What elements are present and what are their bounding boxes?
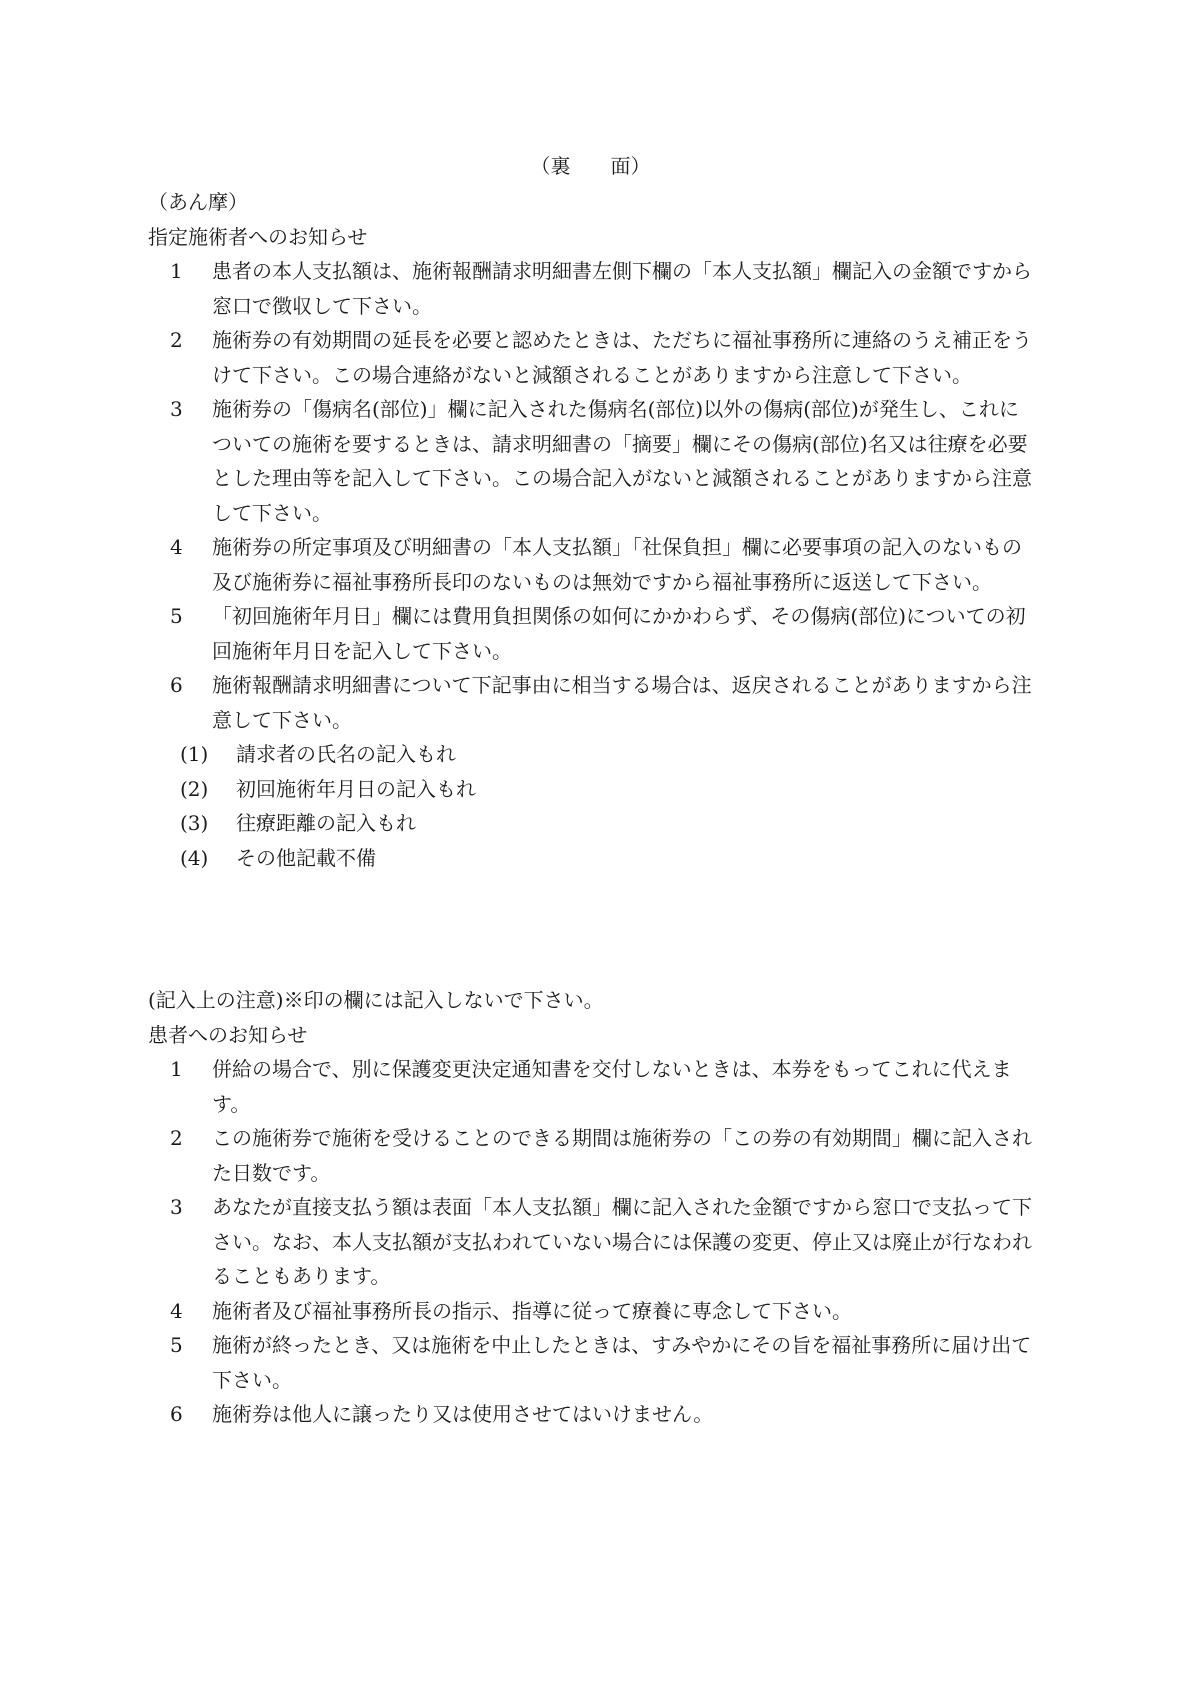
item-number: 2 [170,328,183,352]
list-item [148,323,1038,392]
item-text: この施術券で施術を受けることのできる期間は施術券の「この券の有効期間」欄に記入された日数です。 [212,1126,1032,1185]
section-patient-notice [148,983,1038,1432]
item-text: 併給の場合で、別に保護変更決定通知書を交付しないときは、本券をもってこれに代えます。 [212,1057,1012,1116]
list-item [148,1294,1038,1329]
item-number: 1 [170,259,183,283]
item-text: 施術券は他人に譲ったり又は使用させてはいけません。 [212,1402,714,1426]
item-number: 5 [170,1333,183,1357]
sub-item-text: 往療距離の記入もれ [236,811,416,835]
item-text: 患者の本人支払額は、施術報酬請求明細書左側下欄の「本人支払額」欄記入の金額ですから窓口で徴収して下さい。 [212,259,1032,318]
item-number: 2 [170,1126,183,1150]
item-text: 施術報酬請求明細書について下記事由に相当する場合は、返戻されることがありますから注意して下さい。 [212,673,1032,732]
list-item [148,392,1038,530]
item-number: 3 [170,1195,183,1219]
sub-list-item [148,841,1038,876]
list-item [148,530,1038,599]
sub-item-text: その他記載不備 [236,845,376,870]
list-item [148,254,1038,323]
page-title: （裏 面） [530,154,651,178]
section-heading: 患者へのお知らせ [148,1022,308,1047]
list-item [148,1328,1038,1397]
entry-note: (記入上の注意)※印の欄には記入しないで下さい。 [148,988,604,1012]
item-number: 3 [170,397,183,421]
sub-list-item [148,806,1038,841]
item-number: 4 [170,1298,183,1323]
sub-list-item [148,772,1038,807]
section-heading: 指定施術者へのお知らせ [148,224,368,249]
list-item [148,668,1038,737]
item-text: 施術が終ったとき、又は施術を中止したときは、すみやかにその旨を福祉事務所に届け出て下さい。 [212,1333,1032,1392]
item-text: 施術券の有効期間の延長を必要と認めたときは、ただちに福祉事務所に連絡のうえ補正をうけて下さい。この場合連絡がないと減額されることがありますから注意して下さい。 [212,328,1032,387]
list-item [148,1190,1038,1294]
list-item [148,1397,1038,1432]
item-text: あなたが直接支払う額は表面「本人支払額」欄に記入された金額ですから窓口で支払って下さい。なお、本人支払額が支払われていない場合には保護の変更、停止又は廃止が行なわれることもあります。 [212,1195,1032,1288]
sub-item-number: (4) [180,845,209,870]
item-text: 施術者及び福祉事務所長の指示、指導に従って療養に専念して下さい。 [212,1298,852,1323]
item-number: 1 [170,1057,183,1081]
item-text: 「初回施術年月日」欄には費用負担関係の如何にかかわらず、その傷病(部位)についての初回施術年月日を記入して下さい。 [212,604,1026,663]
sub-item-number: (3) [180,811,209,835]
list-item [148,1052,1038,1121]
sub-item-text: 初回施術年月日の記入もれ [236,776,476,801]
list-item [148,1121,1038,1190]
item-number: 4 [170,535,183,559]
sub-list-item [148,737,1038,772]
category-label: （あん摩） [148,190,248,214]
item-text: 施術券の「傷病名(部位)」欄に記入された傷病名(部位)以外の傷病(部位)が発生し、これについての施術を要するときは、請求明細書の「摘要」欄にその傷病(部位)名又は往療を必要とした理由等を記入して下さい。この場合記入がないと減額されることがありますから注意して下さい。 [212,397,1032,525]
item-number: 6 [170,673,183,697]
item-number: 6 [170,1402,183,1426]
section-practitioner-notice [148,185,1038,875]
sub-item-number: (2) [180,776,209,801]
list-item [148,599,1038,668]
item-text: 施術券の所定事項及び明細書の「本人支払額」「社保負担」欄に必要事項の記入のないもの及び施術券に福祉事務所長印のないものは無効ですから福祉事務所に返送して下さい。 [212,535,1022,594]
sub-item-text: 請求者の氏名の記入もれ [236,742,456,766]
item-number: 5 [170,604,183,628]
sub-item-number: (1) [180,742,209,766]
